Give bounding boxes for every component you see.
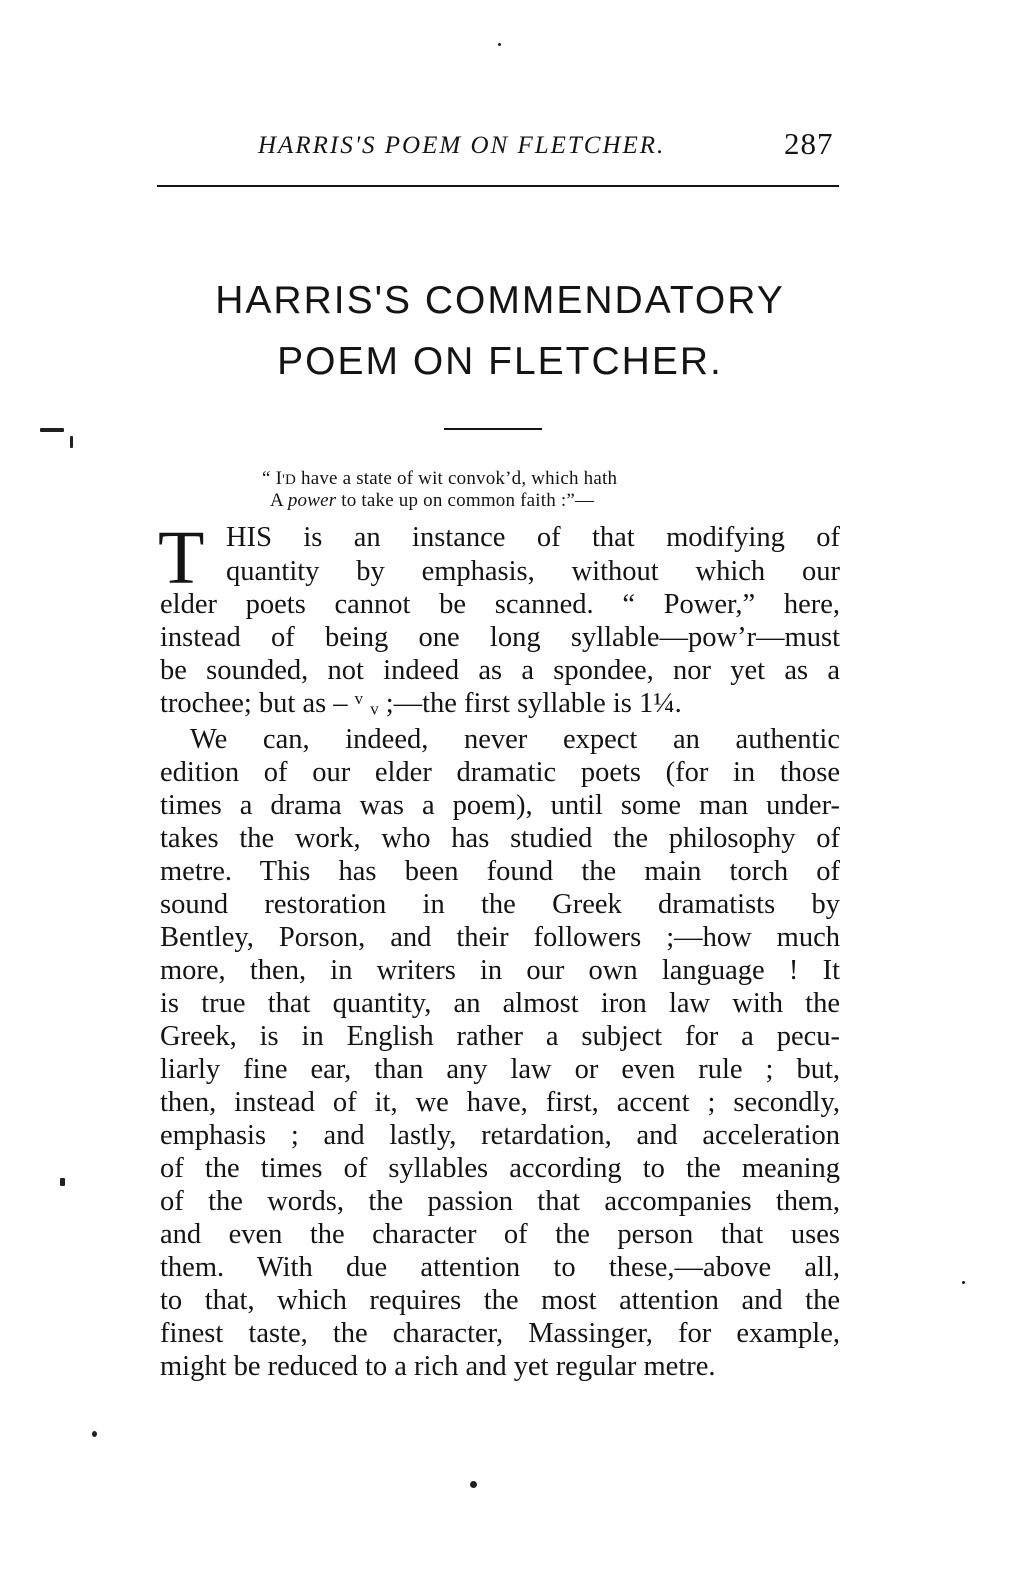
body-line: elder poets cannot be scanned. “ Power,” here,: [160, 589, 840, 620]
body-line: instead of being one long syllable—pow’r—must: [160, 622, 840, 653]
body-line: is true that quantity, an almost iron law with the: [160, 988, 840, 1019]
margin-mark: [70, 436, 73, 448]
body-line: Greek, is in English rather a subject for a pecu-: [160, 1021, 840, 1052]
chapter-title-line-2: POEM ON FLETCHER.: [277, 340, 723, 383]
body-line: edition of our elder dramatic poets (for in those: [160, 757, 840, 788]
header-rule: [157, 185, 839, 187]
body-line: sound restoration in the Greek dramatists by: [160, 889, 840, 920]
chapter-title-line-1: HARRIS'S COMMENDATORY: [215, 279, 785, 322]
margin-mark: [962, 1281, 965, 1284]
body-line: quantity by emphasis, without which our: [226, 556, 840, 587]
epigraph-line-1: [262, 468, 617, 490]
body-line: might be reduced to a rich and yet regular metre.: [160, 1351, 716, 1382]
drop-cap: T: [158, 516, 205, 600]
body-line: takes the work, who has studied the philosophy of: [160, 823, 840, 854]
body-line: then, instead of it, we have, first, accent ; secondly,: [160, 1087, 840, 1118]
body-line: Bentley, Porson, and their followers ;—how much: [160, 922, 840, 953]
body-line: emphasis ; and lastly, retardation, and acceleration: [160, 1120, 840, 1151]
epigraph-smallcaps: 'D: [282, 472, 297, 488]
epigraph-italic-word: power: [287, 490, 337, 511]
title-divider: [444, 428, 542, 430]
body-line: times a drama was a poem), until some man under-: [160, 790, 840, 821]
body-line: them. With due attention to these,—above all,: [160, 1252, 840, 1283]
body-line: finest taste, the character, Massinger, for example,: [160, 1318, 840, 1349]
epigraph-line2-a: A: [270, 490, 288, 511]
body-line: be sounded, not indeed as a spondee, nor yet as a: [160, 655, 840, 686]
body-line: liarly fine ear, than any law or even rule ; but,: [160, 1054, 840, 1085]
body-line: to that, which requires the most attention and the: [160, 1285, 840, 1316]
page-number: 287: [784, 126, 834, 161]
body-line: HIS is an instance of that modifying of: [226, 522, 840, 553]
body-line: metre. This has been found the main torch of: [160, 856, 840, 887]
body-line: of the words, the passion that accompanies them,: [160, 1186, 840, 1217]
body-line: We can, indeed, never expect an authentic: [190, 724, 840, 755]
body-line: trochee; but as – ᵛ ᵥ ;—the first syllable is 1¼.: [160, 688, 682, 719]
epigraph-open: “ I: [262, 468, 283, 489]
margin-mark: [92, 1431, 97, 1437]
margin-mark: [470, 1481, 477, 1488]
body-line: of the times of syllables according to the meaning: [160, 1153, 840, 1184]
margin-mark: [498, 43, 501, 46]
body-line: more, then, in writers in our own language ! It: [160, 955, 840, 986]
epigraph-line-2: [270, 490, 594, 512]
margin-mark: [40, 428, 64, 432]
margin-mark: [60, 1178, 65, 1186]
running-head: HARRIS'S POEM ON FLETCHER.: [258, 132, 666, 159]
epigraph-rest: have a state of wit convok’d, which hath: [296, 468, 618, 489]
body-line: and even the character of the person that uses: [160, 1219, 840, 1250]
epigraph-line2-b: to take up on common faith :”—: [336, 490, 595, 511]
